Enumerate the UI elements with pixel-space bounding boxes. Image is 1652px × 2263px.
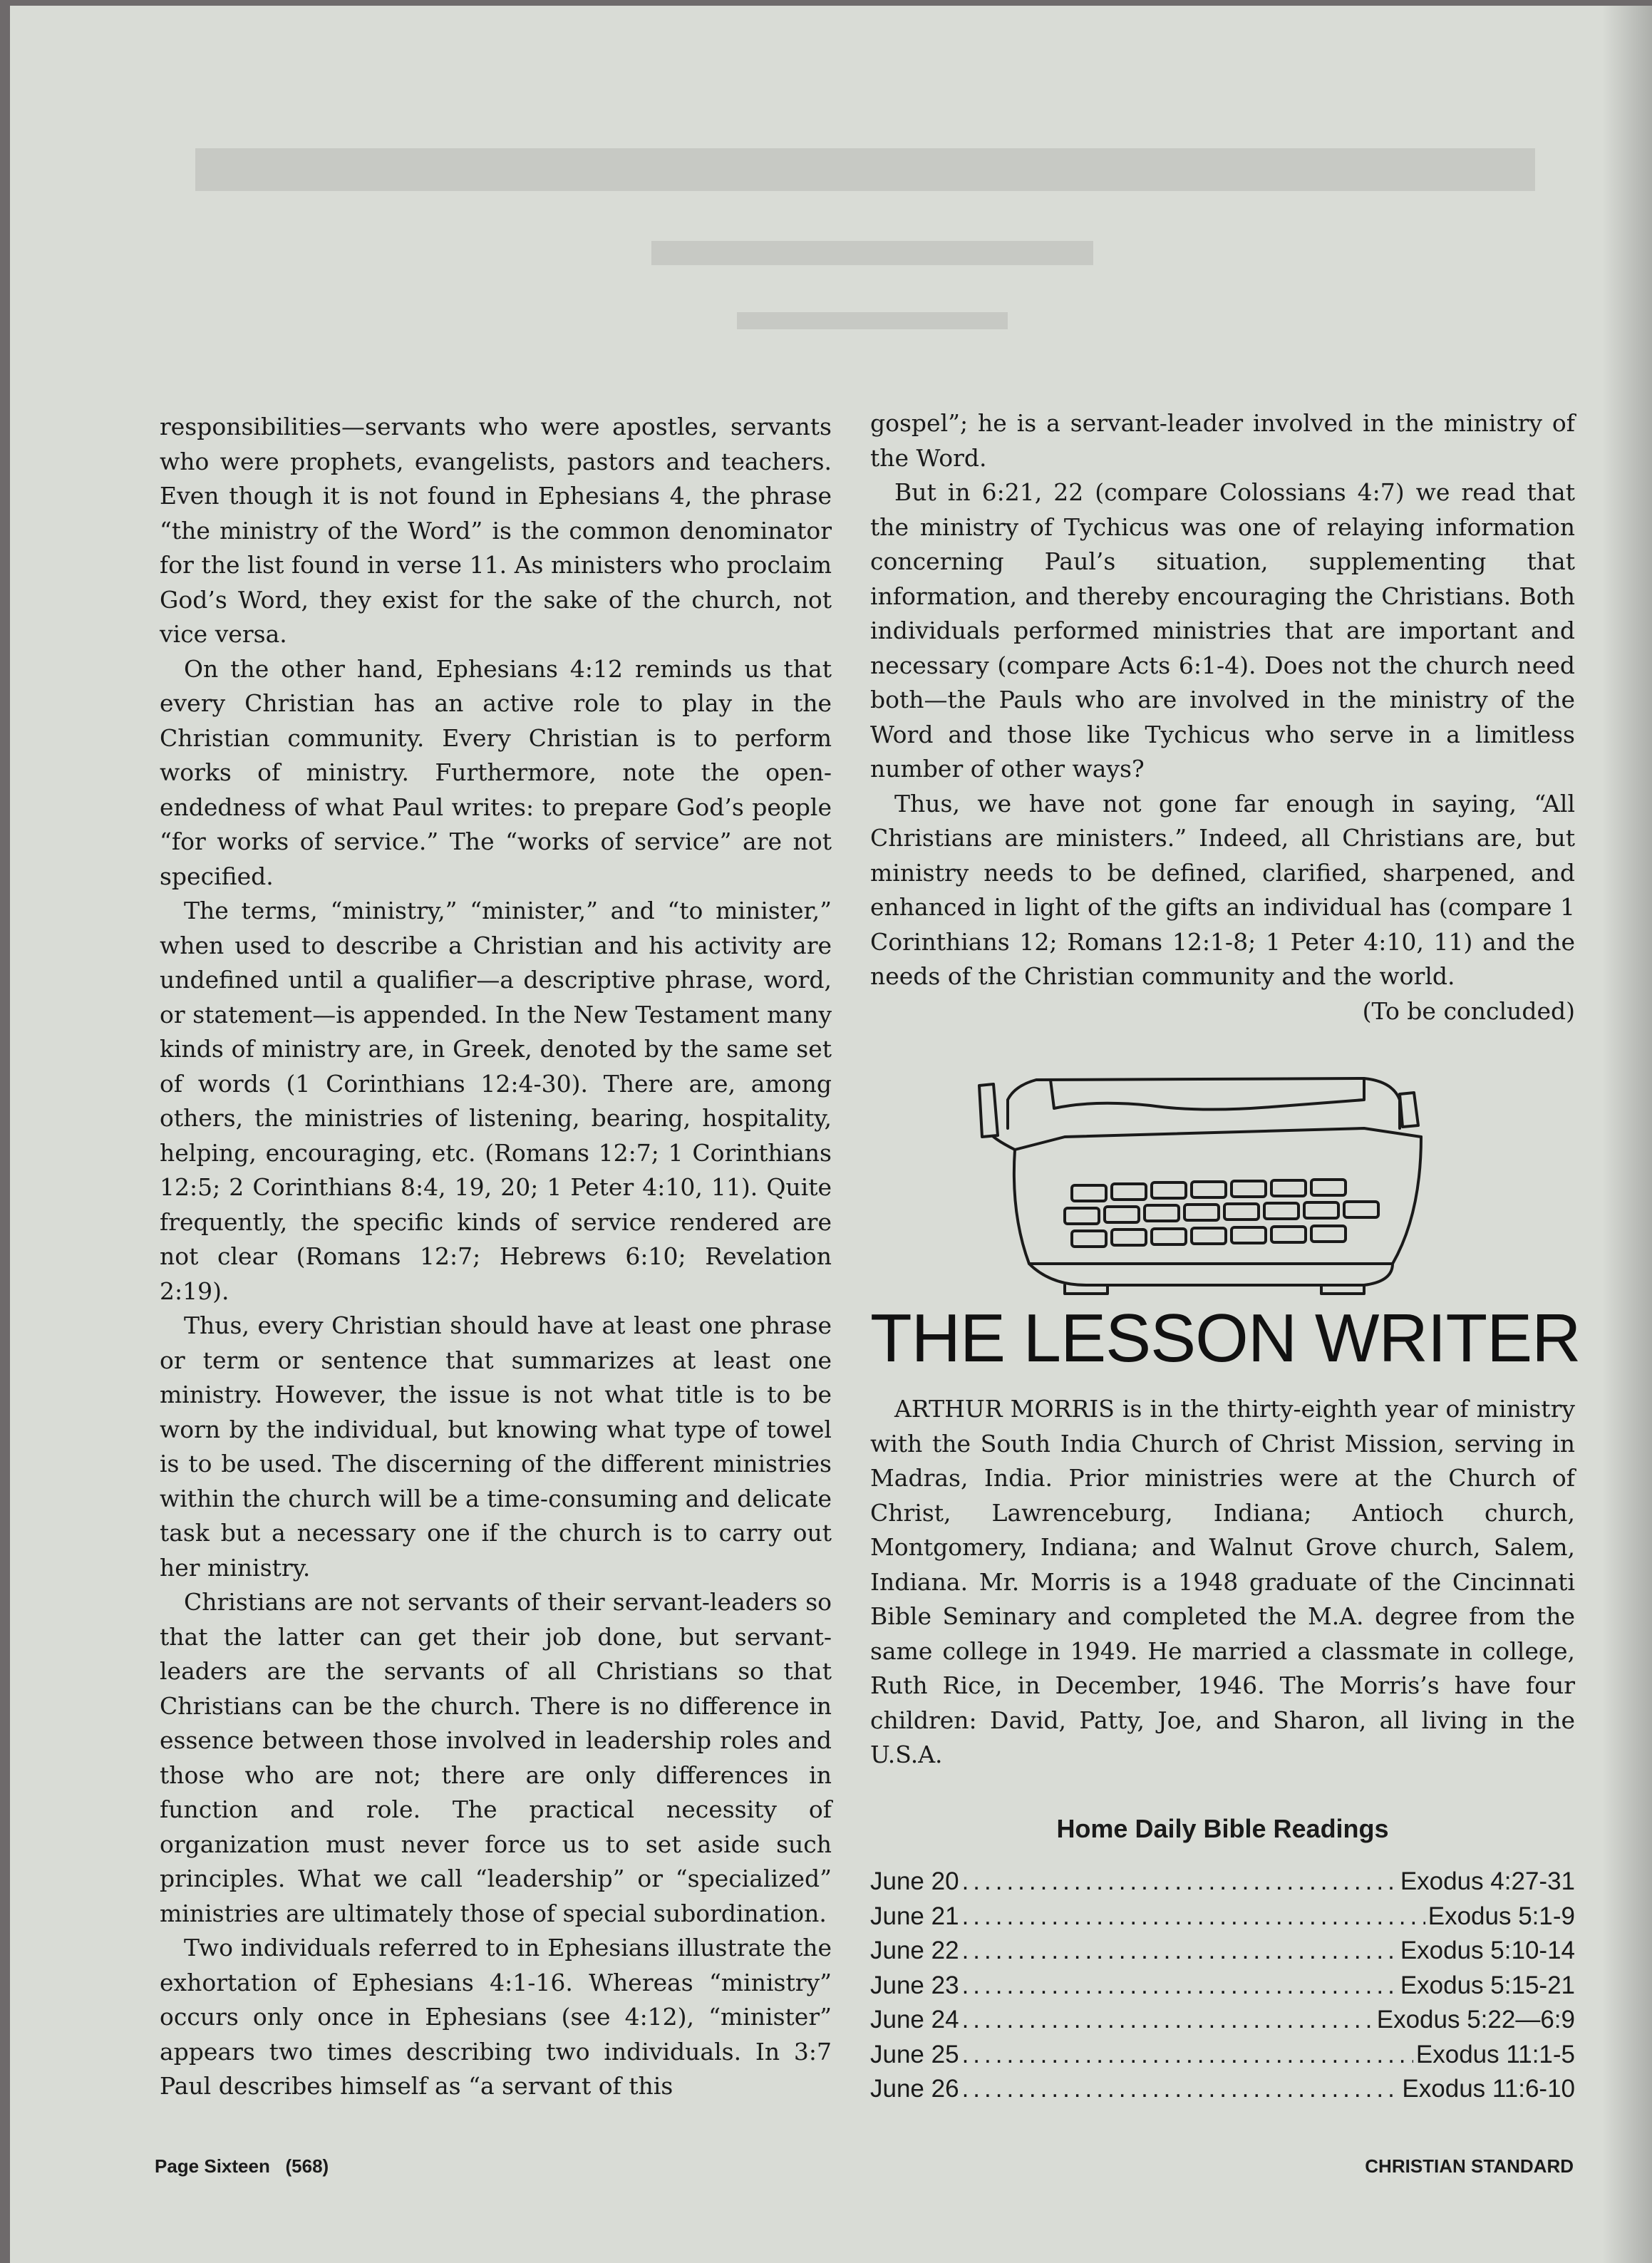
- article-paragraph: Thus, every Christian should have at least one phrase or term or sentence that summarizes at least one ministry. However, the issue is not what title is to be worn by the individual, but knowing what type of towel is to be used. The discerning of the different ministries within the church will be a time-consuming and delicate task but a necessary one if the church is to carry out her ministry.: [160, 1311, 832, 1582]
- lesson-writer-title: THE LESSON WRITER: [870, 1300, 1581, 1376]
- reading-reference: Exodus 5:15-21: [1400, 1971, 1575, 1999]
- reading-row: [870, 1902, 1575, 1937]
- article-paragraph: responsibilities—servants who were apostles, servants who were prophets, evangelists, pastors and teachers. Even though it is not found in Ephesians 4, the phrase “the ministry of the Word” is the common denominator for the list found in verse 11. As ministers who proclaim God’s Word, they exist for the sake of the church, not vice versa.: [160, 413, 832, 648]
- reading-reference: Exodus 4:27-31: [1400, 1867, 1575, 1895]
- article-paragraph: The terms, “ministry,” “minister,” and “to minister,” when used to describe a Christian and his activity are undefined until a qualifier—a descriptive phrase, word, or statement—is appended. In the New Testament many kinds of ministry are, in Greek, denoted by the same set of words (1 Corinthians 12:4-30). There are, among others, the ministries of listening, bearing, hospitality, helping, encouraging, etc. (Romans 12:7; 1 Corinthians 12:5; 2 Corinthians 8:4, 19, 20; 1 Peter 4:10, 11). Quite frequently, the specific kinds of service rendered are not clear (Romans 12:7; Hebrews 6:10; Revelation 2:19).: [160, 897, 832, 1305]
- reading-reference: Exodus 5:1-9: [1428, 1902, 1575, 1930]
- readings-list: [870, 1867, 1575, 2110]
- dot-leader: [962, 2075, 1400, 2103]
- article-paragraph: Christians are not servants of their servant-leaders so that the latter can get their job done, but servant-leaders are the servants of all Christians so that Christians can be the church. There is no difference in essence between those involved in leadership roles and those who are not; there are only differences in function and role. The practical necessity of organization must never force us to set aside such principles. What we call “leadership” or “specialized” ministries are ultimately those of special subordination.: [160, 1588, 832, 1927]
- reading-date: June 23: [870, 1971, 959, 1999]
- page-spine-shadow: [1602, 6, 1652, 2263]
- article-paragraph: Two individuals referred to in Ephesians illustrate the exhortation of Ephesians 4:1-16. Whereas “ministry” occurs only once in Ephesians (see 4:12), “minister” appears two times describing two individuals. In 3:7 Paul describes himself as “a servant of this: [160, 1934, 832, 2100]
- article-paragraph: [870, 787, 1575, 1025]
- reading-reference: Exodus 5:22—6:9: [1376, 2006, 1575, 2033]
- lesson-writer-bio: ARTHUR MORRIS is in the thirty-eighth year of ministry with the South India Church of Christ Mission, serving in Madras, India. Prior ministries were at the Church of Christ, Lawrenceburg, Indiana; Antioch church, Montgomery, Indiana; and Walnut Grove church, Salem, Indiana. Mr. Morris is a 1948 graduate of the Cincinnati Bible Seminary and completed the M.A. degree from the same college in 1949. He married a classmate in college, Ruth Rice, in December, 1946. The Morris’s have four children: David, Patty, Joe, and Sharon, all living in the U.S.A.: [870, 1395, 1575, 1768]
- readings-heading: Home Daily Bible Readings: [1056, 1814, 1389, 1843]
- reading-reference: Exodus 11:1-5: [1415, 2040, 1575, 2068]
- lesson-writer-bio-column: [870, 1392, 1575, 1773]
- reading-date: June 21: [870, 1902, 959, 1930]
- page-number-footer: Page Sixteen (568): [155, 2155, 329, 2177]
- reading-row: [870, 1937, 1575, 1971]
- article-paragraph: But in 6:21, 22 (compare Colossians 4:7) we read that the ministry of Tychicus was one of relaying information concerning Paul’s situation, supplementing that information, and thereby encouraging the Christians. Both individuals performed ministries that are important and necessary (compare Acts 6:1-4). Does not the church need both—the Pauls who are involved in the ministry of the Word and those like Tychicus who serve in a limitless number of other ways?: [870, 478, 1575, 783]
- reading-reference: Exodus 5:10-14: [1400, 1937, 1575, 1964]
- reading-date: June 20: [870, 1867, 959, 1895]
- reading-row: [870, 1971, 1575, 2006]
- to-be-concluded-note: (To be concluded): [1362, 996, 1575, 1025]
- left-article-column: [160, 410, 832, 2104]
- typewriter-illustration: [965, 1071, 1478, 1296]
- dot-leader: [962, 1867, 1398, 1896]
- reading-date: June 25: [870, 2040, 959, 2068]
- article-paragraph-text: Thus, we have not gone far enough in saying, “All Christians are ministers.” Indeed, all Christians are, but ministry needs to be defined, clarified, sharpened, and enhanced in light of the gifts an individual has (compare 1 Corinthians 12; Romans 12:1-8; 1 Peter 4:10, 11) and the needs of the Christian community and the world.: [870, 789, 1575, 990]
- dot-leader: [962, 1937, 1398, 1965]
- reading-row: [870, 2006, 1575, 2041]
- reading-row: [870, 2041, 1575, 2076]
- article-paragraph: On the other hand, Ephesians 4:12 reminds us that every Christian has an active role to play in the Christian community. Every Christian is to perform works of ministry. Furthermore, note the open-endedness of what Paul writes: to prepare God’s people “for works of service.” The “works of service” are not specified.: [160, 654, 832, 890]
- bleed-through-ghost: [195, 134, 1549, 362]
- reading-row: [870, 1867, 1575, 1902]
- publication-name-footer: CHRISTIAN STANDARD: [1365, 2155, 1574, 2177]
- reading-date: June 24: [870, 2006, 959, 2033]
- reading-reference: Exodus 11:6-10: [1402, 2075, 1575, 2103]
- reading-date: June 26: [870, 2075, 959, 2103]
- article-paragraph: gospel”; he is a servant-leader involved in the ministry of the Word.: [870, 409, 1575, 472]
- magazine-page: [10, 6, 1652, 2263]
- reading-row: [870, 2075, 1575, 2110]
- dot-leader: [962, 2041, 1413, 2069]
- reading-date: June 22: [870, 1937, 959, 1964]
- dot-leader: [962, 1902, 1425, 1931]
- right-article-column: [870, 406, 1575, 1029]
- dot-leader: [962, 2006, 1374, 2034]
- dot-leader: [962, 1971, 1398, 2000]
